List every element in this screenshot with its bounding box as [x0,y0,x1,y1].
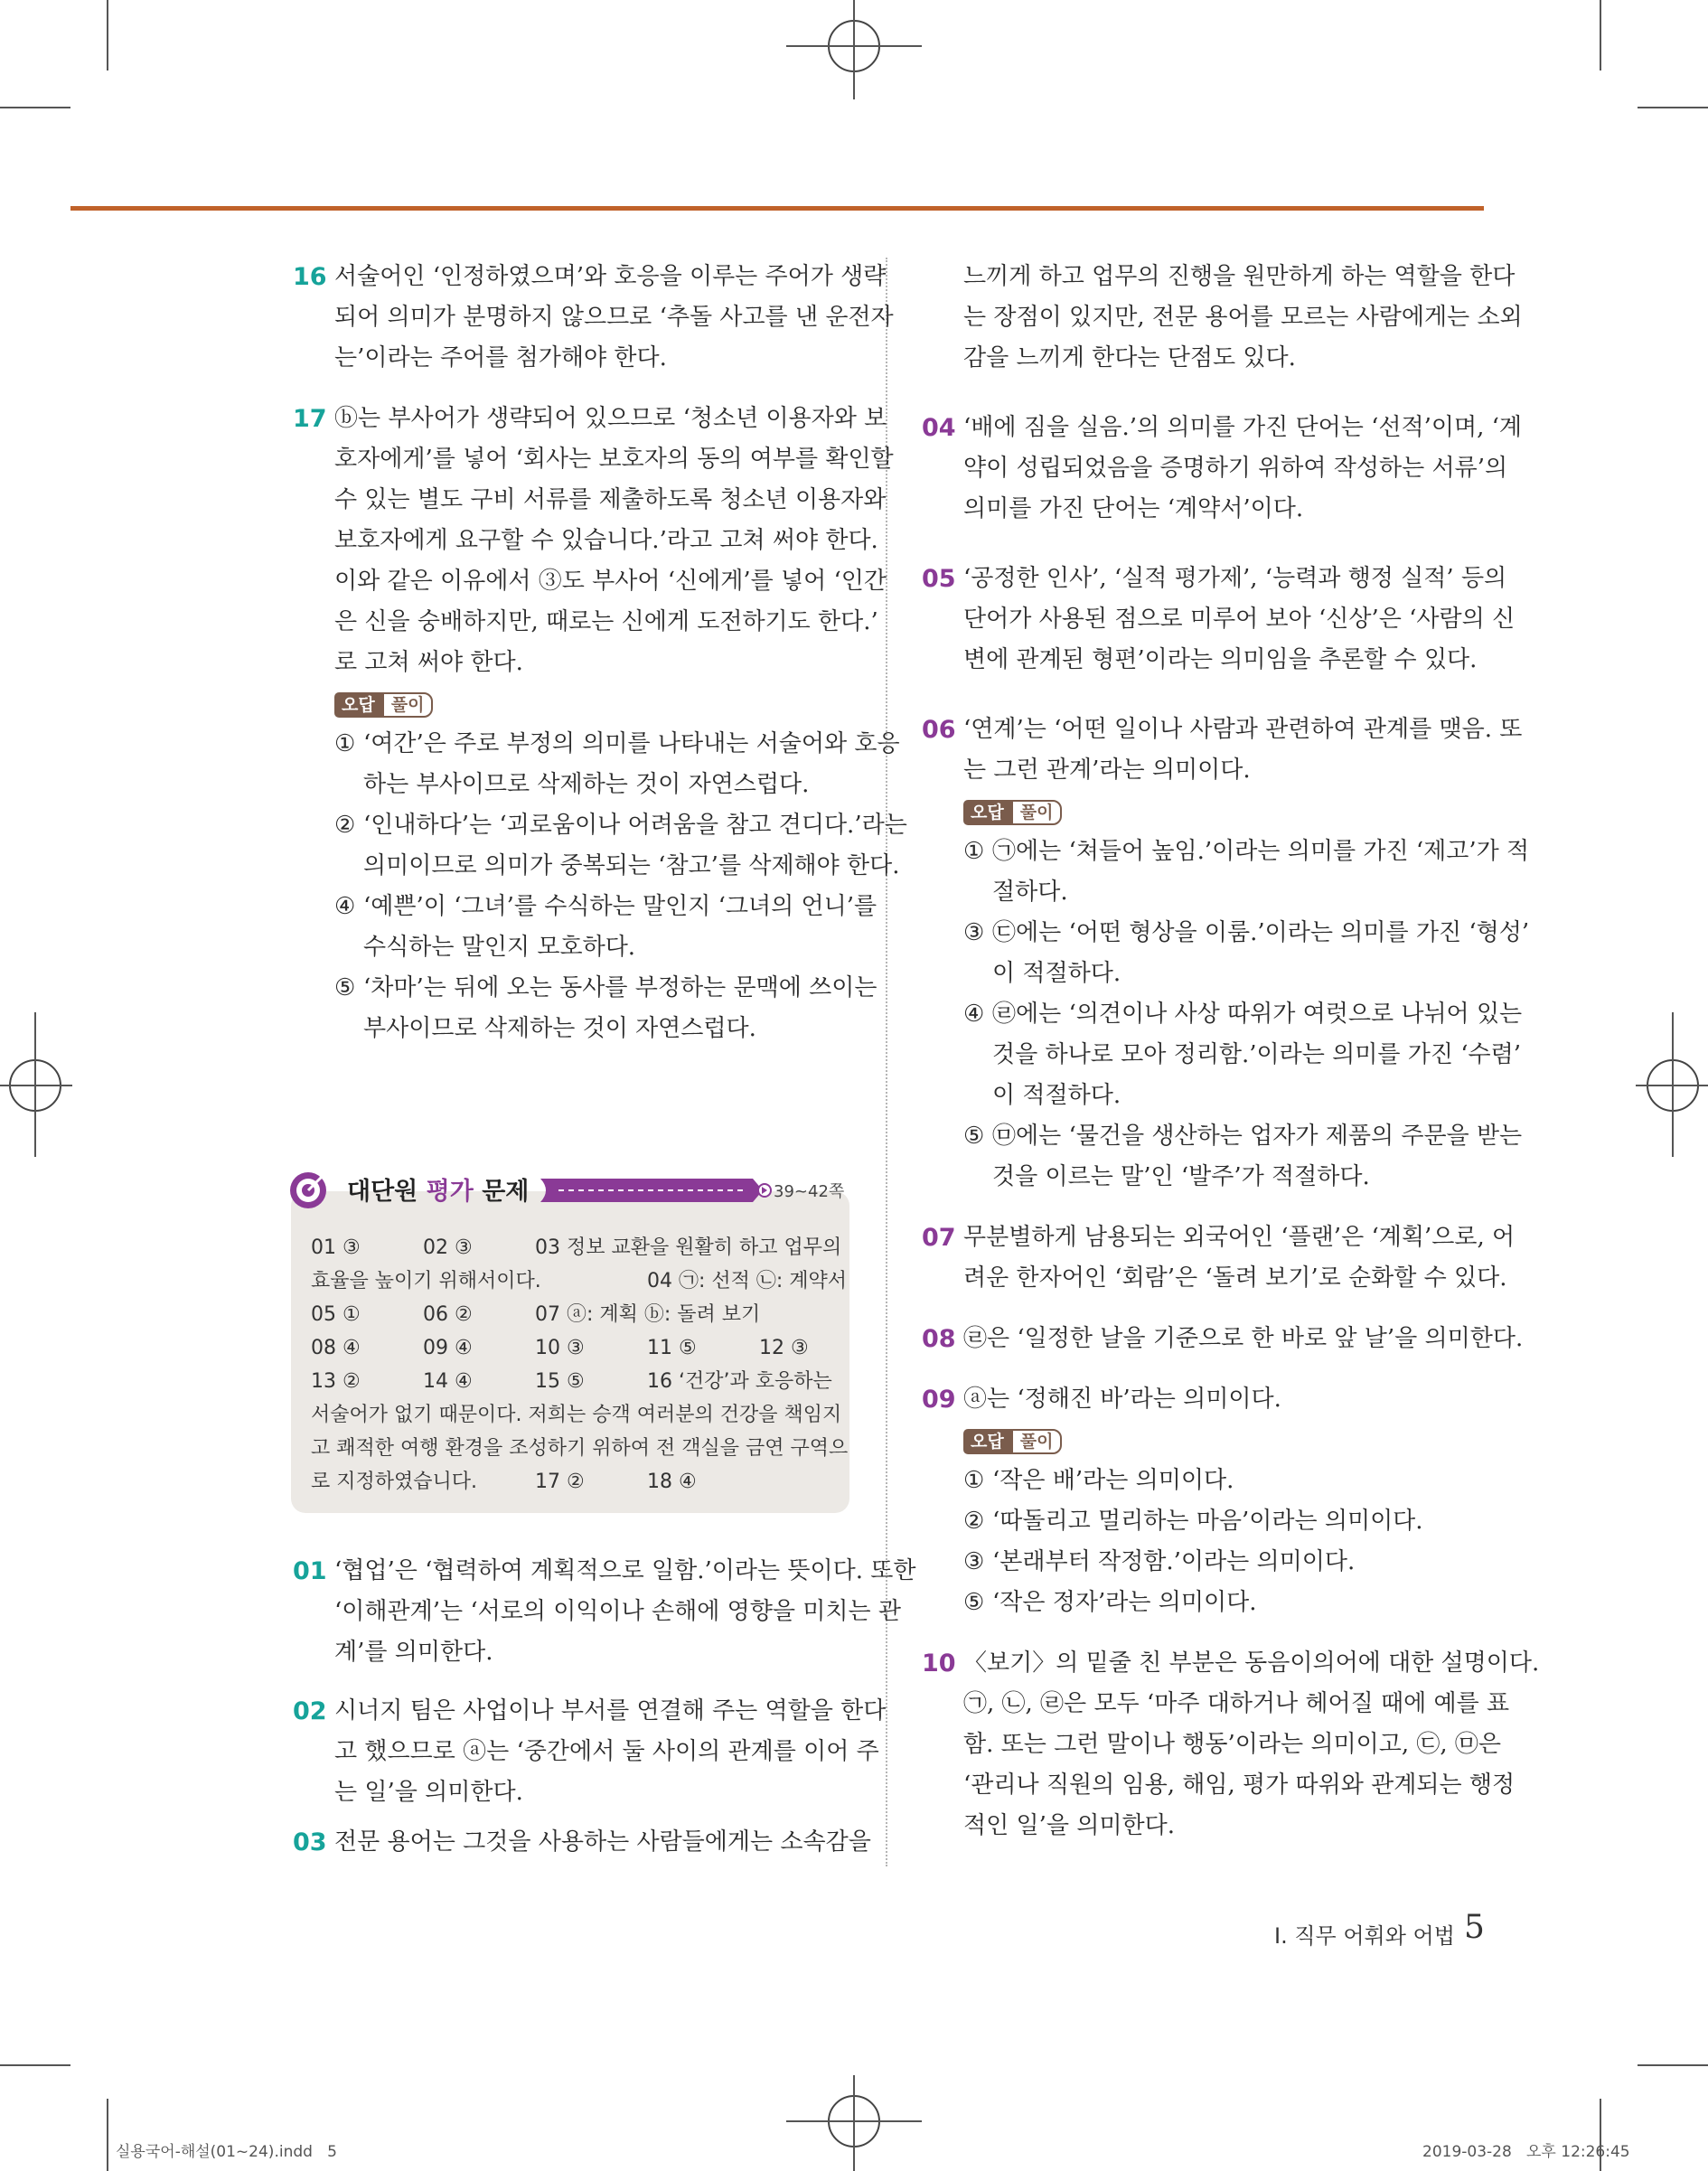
right-column [922,257,1540,1847]
column-divider [886,258,887,1866]
crop-mark [1600,0,1601,70]
page-number: 5 [1464,1909,1485,1946]
answer-08: 08 ㉣은 ‘일정한 날을 기준으로 한 바로 앞 날’을 의미한다. [922,1319,1482,1359]
box-header [287,1170,853,1209]
question-number: 04 [922,414,956,442]
slug-date: 2019-03-28 오후 12:26:45 [1422,2143,1630,2161]
question-number: 06 [922,716,956,744]
question-number: 17 [293,405,327,433]
crop-mark [1638,2064,1708,2066]
sub-explanation: ② ‘따돌리고 멀리하는 마음’이라는 의미이다. [963,1508,1423,1535]
answer-07: 07 무분별하게 남용되는 외국어인 ‘플랜’은 ‘계획’으로, 어 려운 한자어인 ‘회람’은 ‘돌려 보기’로 순화할 수 있다. [922,1217,1482,1299]
question-number: 05 [922,565,956,593]
answer-10: 10 〈보기〉의 밑줄 친 부분은 동음이의어에 대한 설명이다. ㉠, ㉡, ㉣은 모두 ‘마주 대하거나 헤어질 때에 예를 표 함. 또는 그런 말이나 행동’이라는 의미이고, ㉢, ㉤은 ‘관리나 직원의 임용, 해임, 평가 따위와 관계되는 행정 적인 일’을 의미한다. [922,1643,1482,1847]
answer-05: 05 ‘공정한 인사’, ‘실적 평가제’, ‘능력과 행정 실적’ 등의 단어가 사용된 점으로 미루어 보아 ‘신상’은 ‘사람의 신 변에 관계된 형편’이라는 의미임을 추론할 수 있다. [922,559,1482,681]
answer-04: 04 ‘배에 짐을 실음.’의 의미를 가진 단어는 ‘선적’이며, ‘계 약이 성립되었음을 증명하기 위하여 작성하는 서류’의 의미를 가진 단어는 ‘계약서’이다. [922,408,1482,530]
crop-mark [107,2099,108,2171]
question-number: 09 [922,1386,956,1414]
question-number: 16 [293,263,327,291]
question-number: 02 [293,1697,327,1725]
target-icon [287,1170,329,1211]
header-ribbon [540,1175,802,1206]
answer-17: 17 ⓑ는 부사어가 생략되어 있으므로 ‘청소년 이용자와 보 호자에게’를 넣어 ‘회사는 보호자의 동의 여부를 확인할 수 있는 별도 구비 서류를 제출하도록 청소년 이용자와 보호자에게 요구할 수 있습니다.’라고 고쳐 써야 한다. 이와 같은 이유에서 ③도 부사어 ‘신에게’를 넣어 ‘인간 은 신을 숭배하지만, 때로는 신에게 도전하기도 한다.’ 로 고쳐 써야 한다. 오답 풀이 ① ‘여간’은 주로 부정의 의미를 나타내는 서술어와 호응 하는 부사이므로 삭제하는 것이 자연스럽다. ② ‘인내하다’는 ‘괴로움이나 어려움을 참고 견디다.’라는 의미이므로 의미가 중복되는 ‘참고’를 삭제해야 한다. ④ ‘예쁜’이 ‘그녀’를 수식하는 말인지 ‘그녀의 언니’를 수식하는 말인지 모호하다. ⑤ ‘차마’는 뒤에 오는 동사를 부정하는 문맥에 쓰이는 부사이므로 삭제하는 것이 자연스럽다. [293,399,853,1049]
box-title: 대단원 평가 문제 [347,1178,530,1206]
wrong-answer-badge: 오답 풀이 [334,692,433,718]
question-number: 08 [922,1325,956,1353]
crop-mark [107,0,108,70]
question-number: 10 [922,1649,956,1678]
question-number: 07 [922,1224,956,1252]
page-range: 39~42쪽 [774,1182,845,1201]
answer-01: 01 ‘협업’은 ‘협력하여 계획적으로 일함.’이라는 뜻이다. 또한 ‘이해관계’는 ‘서로의 이익이나 손해에 영향을 미치는 관 계’를 의미한다. [293,1551,853,1673]
crop-mark [0,2064,70,2066]
sub-explanation: ⑤ ㉤에는 ‘물건을 생산하는 업자가 제품의 주문을 받는 것을 이르는 말’인 ‘발주’가 적절하다. [963,1123,1523,1190]
question-number: 01 [293,1557,327,1585]
crop-mark [0,107,70,108]
slug-file: 실용국어-해설(01~24).indd 5 [116,2143,337,2161]
sub-explanation: ① ‘여간’은 주로 부정의 의미를 나타내는 서술어와 호응 하는 부사이므로 삭제하는 것이 자연스럽다. [334,730,900,798]
sub-explanation: ① ㉠에는 ‘쳐들어 높임.’이라는 의미를 가진 ‘제고’가 적 절하다. [963,838,1530,906]
wrong-answer-badge: 오답 풀이 [963,1429,1062,1454]
sub-explanation: ③ ㉢에는 ‘어떤 형상을 이룸.’이라는 의미를 가진 ‘형성’ 이 적절하다. [963,919,1530,987]
crop-mark [1638,107,1708,108]
answer-03-continued: 느끼게 하고 업무의 진행을 원만하게 하는 역할을 한다 는 장점이 있지만, 전문 용어를 모르는 사람에게는 소외 감을 느끼게 한다는 단점도 있다. [963,263,1523,371]
left-column-lower [293,1551,916,1863]
sub-explanation: ③ ‘본래부터 작정함.’이라는 의미이다. [963,1548,1356,1575]
wrong-answer-badge: 오답 풀이 [963,800,1062,825]
left-column [293,257,907,1049]
answer-09: 09 ⓐ는 ‘정해진 바’라는 의미이다. 오답 풀이 ① ‘작은 배’라는 의미이다. ② ‘따돌리고 멀리하는 마음’이라는 의미이다. ③ ‘본래부터 작정함.’이라는 의미이다. ⑤ ‘작은 정자’라는 의미이다. [922,1379,1482,1623]
footer-section-label: Ⅰ. 직무 어휘와 어법 [1274,1923,1455,1949]
sub-explanation: ④ ㉣에는 ‘의견이나 사상 따위가 여럿으로 나뉘어 있는 것을 하나로 모아 정리함.’이라는 의미를 가진 ‘수렴’ 이 적절하다. [963,1001,1523,1109]
sub-explanation: ⑤ ‘차마’는 뒤에 오는 동사를 부정하는 문맥에 쓰이는 부사이므로 삭제하는 것이 자연스럽다. [334,974,877,1042]
answer-16: 16 서술어인 ‘인정하였으며’와 호응을 이루는 주어가 생략 되어 의미가 분명하지 않으므로 ‘추돌 사고를 낸 운전자 는’이라는 주어를 첨가해야 한다. [293,257,853,379]
top-rule [70,206,1484,211]
answer-02: 02 시너지 팀은 사업이나 부서를 연결해 주는 역할을 한다 고 했으므로 ⓐ는 ‘중간에서 둘 사이의 관계를 이어 주 는 일’을 의미한다. [293,1691,853,1813]
answer-03: 03 전문 용어는 그것을 사용하는 사람들에게는 소속감을 [293,1822,853,1863]
sub-explanation: ① ‘작은 배’라는 의미이다. [963,1467,1234,1494]
sub-explanation: ② ‘인내하다’는 ‘괴로움이나 어려움을 참고 견디다.’라는 의미이므로 의미가 중복되는 ‘참고’를 삭제해야 한다. [334,812,907,879]
sub-explanation: ⑤ ‘작은 정자’라는 의미이다. [963,1589,1257,1616]
answer-06: 06 ‘연계’는 ‘어떤 일이나 사람과 관련하여 관계를 맺음. 또 는 그런 관계’라는 의미이다. 오답 풀이 ① ㉠에는 ‘쳐들어 높임.’이라는 의미를 가진 ‘제고’가 적 절하다. ③ ㉢에는 ‘어떤 형상을 이룸.’이라는 의미를 가진 ‘형성’ 이 적절하다. ④ ㉣에는 ‘의견이나 사상 따위가 여럿으로 나뉘어 있는 것을 하나로 모아 정리함.’이라는 의미를 가진 ‘수렴’ 이 적절하다. ⑤ ㉤에는 ‘물건을 생산하는 업자가 제품의 주문을 받는 것을 이르는 말’인 ‘발주’가 적절하다. [922,710,1482,1198]
sub-explanation: ④ ‘예쁜’이 ‘그녀’를 수식하는 말인지 ‘그녀의 언니’를 수식하는 말인지 모호하다. [334,893,877,961]
question-number: 03 [293,1828,327,1856]
